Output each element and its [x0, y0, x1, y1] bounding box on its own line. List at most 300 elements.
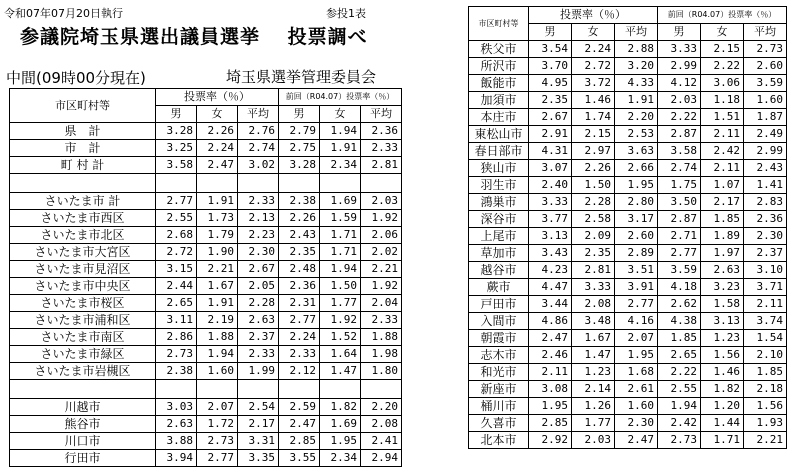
average-turnout: 2.63: [238, 312, 279, 329]
prev-male-turnout: 2.99: [658, 58, 701, 75]
female-turnout: 1.91: [197, 295, 238, 312]
female-turnout: 2.81: [572, 262, 615, 279]
average-turnout: 1.91: [615, 92, 658, 109]
prev-male-turnout: 2.75: [279, 140, 320, 157]
col-previous-header: 前回（R04.07）投票率（％）: [279, 89, 402, 106]
prev-male-turnout: 2.12: [279, 363, 320, 380]
municipality-name: さいたま市桜区: [10, 295, 156, 312]
female-turnout: 2.09: [572, 228, 615, 245]
prev-average-turnout: 3.71: [744, 279, 787, 296]
female-turnout: 2.15: [572, 126, 615, 143]
average-turnout: 3.31: [238, 433, 279, 450]
male-turnout: 2.11: [529, 364, 572, 381]
female-turnout: 1.90: [197, 244, 238, 261]
male-turnout: 2.46: [529, 347, 572, 364]
male-turnout: 2.63: [156, 416, 197, 433]
municipality-name: 飯能市: [469, 75, 529, 92]
prev-male-turnout: 2.33: [279, 346, 320, 363]
municipality-name: 川口市: [10, 433, 156, 450]
table-row: [469, 330, 787, 347]
empty-cell: [361, 380, 402, 399]
prev-average-turnout: 2.21: [361, 261, 402, 278]
prev-average-turnout: 2.30: [744, 228, 787, 245]
table-row: [469, 432, 787, 449]
prev-average-turnout: 2.36: [744, 211, 787, 228]
average-turnout: 3.20: [615, 58, 658, 75]
female-turnout: 1.91: [197, 193, 238, 210]
prev-male-turnout: 1.75: [658, 177, 701, 194]
average-turnout: 2.13: [238, 210, 279, 227]
prev-female-turnout: 2.42: [701, 143, 744, 160]
prev-female-turnout: 1.64: [320, 346, 361, 363]
average-turnout: 2.89: [615, 245, 658, 262]
female-turnout: 1.73: [197, 210, 238, 227]
male-turnout: 3.13: [529, 228, 572, 245]
average-turnout: 3.35: [238, 450, 279, 467]
table-row: [10, 329, 402, 346]
prev-male-turnout: 4.18: [658, 279, 701, 296]
table-row: [469, 92, 787, 109]
empty-cell: [156, 174, 197, 193]
empty-cell: [238, 380, 279, 399]
male-turnout: 3.28: [156, 123, 197, 140]
prev-average-turnout: 2.49: [744, 126, 787, 143]
prev-female-turnout: 1.71: [320, 227, 361, 244]
prev-female-turnout: 1.77: [320, 295, 361, 312]
municipality-name: 蕨市: [469, 279, 529, 296]
municipality-name: 上尾市: [469, 228, 529, 245]
municipality-name: 戸田市: [469, 296, 529, 313]
prev-male-turnout: 2.47: [279, 416, 320, 433]
female-turnout: 1.67: [197, 278, 238, 295]
prev-female-turnout: 2.15: [701, 41, 744, 58]
table-row: [469, 41, 787, 58]
female-turnout: 1.79: [197, 227, 238, 244]
male-turnout: 2.65: [156, 295, 197, 312]
female-turnout: 2.97: [572, 143, 615, 160]
empty-cell: [279, 174, 320, 193]
prev-male-turnout: 2.03: [658, 92, 701, 109]
col-previous-header: 前回（R04.07）投票率（％）: [658, 7, 787, 24]
average-turnout: 2.28: [238, 295, 279, 312]
prev-female-turnout: 2.17: [701, 194, 744, 211]
average-turnout: 2.05: [238, 278, 279, 295]
prev-female-turnout: 1.23: [701, 330, 744, 347]
male-turnout: 2.85: [529, 415, 572, 432]
municipality-name: 和光市: [469, 364, 529, 381]
prev-female-turnout: 1.71: [320, 244, 361, 261]
empty-cell: [10, 174, 156, 193]
table-row: [469, 143, 787, 160]
average-turnout: 2.74: [238, 140, 279, 157]
municipality-name: 秩父市: [469, 41, 529, 58]
prev-female-turnout: 1.51: [701, 109, 744, 126]
prev-male-turnout: 4.12: [658, 75, 701, 92]
prev-male-turnout: 2.22: [658, 109, 701, 126]
average-turnout: 3.02: [238, 157, 279, 174]
prev-average-turnout: 2.83: [744, 194, 787, 211]
prev-female-turnout: 3.13: [701, 313, 744, 330]
male-turnout: 3.77: [529, 211, 572, 228]
prev-male-turnout: 3.50: [658, 194, 701, 211]
table-row: [469, 415, 787, 432]
prev-female-turnout: 1.56: [701, 347, 744, 364]
prev-female-turnout: 2.34: [320, 450, 361, 467]
average-turnout: 2.60: [615, 228, 658, 245]
prev-female-turnout: 1.47: [320, 363, 361, 380]
female-turnout: 2.21: [197, 261, 238, 278]
prev-average-turnout: 2.20: [361, 399, 402, 416]
prev-average-turnout: 2.11: [744, 296, 787, 313]
prev-average-turnout: 2.60: [744, 58, 787, 75]
prev-average-turnout: 3.10: [744, 262, 787, 279]
col-prev-female-header: 女: [320, 106, 361, 123]
empty-cell: [10, 380, 156, 399]
table-row: [469, 177, 787, 194]
municipality-name: さいたま市中央区: [10, 278, 156, 295]
municipality-name: 北本市: [469, 432, 529, 449]
prev-male-turnout: 2.85: [279, 433, 320, 450]
municipality-name: 春日部市: [469, 143, 529, 160]
col-municipality-header: 市区町村等: [469, 7, 529, 41]
prev-female-turnout: 1.94: [320, 261, 361, 278]
prev-male-turnout: 2.38: [279, 193, 320, 210]
col-turnout-header: 投票率（％）: [156, 89, 279, 106]
municipality-name: 東松山市: [469, 126, 529, 143]
prev-female-turnout: 1.85: [701, 211, 744, 228]
col-prev-male-header: 男: [279, 106, 320, 123]
prev-male-turnout: 1.85: [658, 330, 701, 347]
municipality-name: 本庄市: [469, 109, 529, 126]
male-turnout: 2.72: [156, 244, 197, 261]
male-turnout: 3.44: [529, 296, 572, 313]
average-turnout: 2.66: [615, 160, 658, 177]
female-turnout: 2.19: [197, 312, 238, 329]
empty-cell: [197, 174, 238, 193]
average-turnout: 1.99: [238, 363, 279, 380]
prev-female-turnout: 1.97: [701, 245, 744, 262]
municipality-name: 志木市: [469, 347, 529, 364]
prev-male-turnout: 2.62: [658, 296, 701, 313]
prev-average-turnout: 3.74: [744, 313, 787, 330]
female-turnout: 1.72: [197, 416, 238, 433]
male-turnout: 2.73: [156, 346, 197, 363]
table-row: [10, 312, 402, 329]
average-turnout: 2.80: [615, 194, 658, 211]
prev-average-turnout: 2.18: [744, 381, 787, 398]
municipality-name: 市 計: [10, 140, 156, 157]
table-row: [469, 245, 787, 262]
prev-male-turnout: 3.33: [658, 41, 701, 58]
prev-male-turnout: 2.35: [279, 244, 320, 261]
male-turnout: 2.40: [529, 177, 572, 194]
col-prev-average-header: 平均: [744, 24, 787, 41]
prev-female-turnout: 2.11: [701, 126, 744, 143]
female-turnout: 2.28: [572, 194, 615, 211]
table-row: [469, 296, 787, 313]
prev-male-turnout: 2.24: [279, 329, 320, 346]
prev-male-turnout: 2.42: [658, 415, 701, 432]
table-code: 参投1表: [326, 7, 366, 20]
col-male-header: 男: [156, 106, 197, 123]
prev-male-turnout: 2.22: [658, 364, 701, 381]
prev-male-turnout: 2.87: [658, 211, 701, 228]
average-turnout: 2.54: [238, 399, 279, 416]
table-row: [10, 123, 402, 140]
prev-female-turnout: 1.69: [320, 416, 361, 433]
municipality-name: 熊谷市: [10, 416, 156, 433]
prev-average-turnout: 2.81: [361, 157, 402, 174]
table-row: [469, 75, 787, 92]
prev-average-turnout: 2.06: [361, 227, 402, 244]
prev-average-turnout: 1.98: [361, 346, 402, 363]
table-row: [469, 279, 787, 296]
prev-average-turnout: 2.36: [361, 123, 402, 140]
female-turnout: 2.24: [572, 41, 615, 58]
prev-female-turnout: 1.82: [701, 381, 744, 398]
empty-cell: [197, 380, 238, 399]
male-turnout: 2.44: [156, 278, 197, 295]
prev-male-turnout: 2.43: [279, 227, 320, 244]
male-turnout: 3.25: [156, 140, 197, 157]
municipality-name: 久喜市: [469, 415, 529, 432]
prev-male-turnout: 2.87: [658, 126, 701, 143]
female-turnout: 3.72: [572, 75, 615, 92]
female-turnout: 1.47: [572, 347, 615, 364]
average-turnout: 1.68: [615, 364, 658, 381]
prev-average-turnout: 1.41: [744, 177, 787, 194]
average-turnout: 3.91: [615, 279, 658, 296]
prev-average-turnout: 2.94: [361, 450, 402, 467]
male-turnout: 3.08: [529, 381, 572, 398]
municipality-name: 越谷市: [469, 262, 529, 279]
average-turnout: 3.63: [615, 143, 658, 160]
municipality-name: 羽生市: [469, 177, 529, 194]
table-row: [469, 194, 787, 211]
prev-male-turnout: 2.77: [279, 312, 320, 329]
male-turnout: 3.94: [156, 450, 197, 467]
prev-male-turnout: 2.48: [279, 261, 320, 278]
municipality-name: 町 村 計: [10, 157, 156, 174]
table-row: [469, 58, 787, 75]
female-turnout: 1.74: [572, 109, 615, 126]
female-turnout: 2.35: [572, 245, 615, 262]
table-row: [10, 433, 402, 450]
prev-female-turnout: 1.18: [701, 92, 744, 109]
municipality-name: さいたま市見沼区: [10, 261, 156, 278]
male-turnout: 3.54: [529, 41, 572, 58]
table-row: [469, 109, 787, 126]
municipality-name: 草加市: [469, 245, 529, 262]
municipality-name: 桶川市: [469, 398, 529, 415]
table-row: [469, 313, 787, 330]
average-turnout: 2.76: [238, 123, 279, 140]
municipality-name: 朝霞市: [469, 330, 529, 347]
table-row: [469, 364, 787, 381]
table-row: [469, 347, 787, 364]
female-turnout: 2.14: [572, 381, 615, 398]
average-turnout: 2.33: [238, 346, 279, 363]
prev-female-turnout: 2.11: [701, 160, 744, 177]
prev-male-turnout: 3.55: [279, 450, 320, 467]
col-prev-average-header: 平均: [361, 106, 402, 123]
prev-average-turnout: 1.92: [361, 278, 402, 295]
male-turnout: 3.43: [529, 245, 572, 262]
municipality-name: 狭山市: [469, 160, 529, 177]
prev-male-turnout: 1.94: [658, 398, 701, 415]
report-time: 中間(09時00分現在): [6, 69, 146, 87]
municipality-name: さいたま市 計: [10, 193, 156, 210]
prev-male-turnout: 2.55: [658, 381, 701, 398]
prev-female-turnout: 1.95: [320, 433, 361, 450]
municipality-name: 鴻巣市: [469, 194, 529, 211]
female-turnout: 1.23: [572, 364, 615, 381]
female-turnout: 1.94: [197, 346, 238, 363]
average-turnout: 2.33: [238, 193, 279, 210]
female-turnout: 2.26: [572, 160, 615, 177]
male-turnout: 2.91: [529, 126, 572, 143]
table-row: [469, 262, 787, 279]
male-turnout: 3.15: [156, 261, 197, 278]
prev-male-turnout: 3.58: [658, 143, 701, 160]
table-row: [10, 295, 402, 312]
empty-cell: [320, 174, 361, 193]
average-turnout: 2.17: [238, 416, 279, 433]
prev-male-turnout: 2.73: [658, 432, 701, 449]
female-turnout: 1.88: [197, 329, 238, 346]
male-turnout: 4.95: [529, 75, 572, 92]
table-row: [469, 398, 787, 415]
female-turnout: 2.58: [572, 211, 615, 228]
prev-female-turnout: 2.34: [320, 157, 361, 174]
prev-female-turnout: 1.58: [701, 296, 744, 313]
prev-average-turnout: 2.04: [361, 295, 402, 312]
average-turnout: 2.30: [615, 415, 658, 432]
table-row: [10, 244, 402, 261]
right-turnout-table: [468, 6, 787, 449]
male-turnout: 3.11: [156, 312, 197, 329]
empty-cell: [361, 174, 402, 193]
average-turnout: 2.61: [615, 381, 658, 398]
prev-female-turnout: 1.91: [320, 140, 361, 157]
table-row: [469, 126, 787, 143]
empty-cell: [238, 174, 279, 193]
average-turnout: 3.17: [615, 211, 658, 228]
male-turnout: 1.95: [529, 398, 572, 415]
female-turnout: 1.60: [197, 363, 238, 380]
prev-average-turnout: 2.08: [361, 416, 402, 433]
female-turnout: 2.26: [197, 123, 238, 140]
prev-male-turnout: 2.65: [658, 347, 701, 364]
municipality-name: 川越市: [10, 399, 156, 416]
average-turnout: 2.77: [615, 296, 658, 313]
prev-female-turnout: 3.23: [701, 279, 744, 296]
prev-average-turnout: 1.80: [361, 363, 402, 380]
col-prev-female-header: 女: [701, 24, 744, 41]
prev-average-turnout: 2.21: [744, 432, 787, 449]
prev-average-turnout: 1.87: [744, 109, 787, 126]
empty-cell: [320, 380, 361, 399]
prev-average-turnout: 2.73: [744, 41, 787, 58]
municipality-name: 新座市: [469, 381, 529, 398]
table-row: [10, 450, 402, 467]
prev-average-turnout: 2.02: [361, 244, 402, 261]
table-row: [10, 363, 402, 380]
male-turnout: 2.77: [156, 193, 197, 210]
table-row: [10, 346, 402, 363]
empty-cell: [156, 380, 197, 399]
municipality-name: さいたま市北区: [10, 227, 156, 244]
average-turnout: 1.95: [615, 177, 658, 194]
prev-male-turnout: 2.74: [658, 160, 701, 177]
municipality-name: 深谷市: [469, 211, 529, 228]
male-turnout: 2.68: [156, 227, 197, 244]
prev-female-turnout: 2.63: [701, 262, 744, 279]
male-turnout: 4.31: [529, 143, 572, 160]
female-turnout: 2.73: [197, 433, 238, 450]
male-turnout: 4.23: [529, 262, 572, 279]
female-turnout: 1.67: [572, 330, 615, 347]
female-turnout: 2.03: [572, 432, 615, 449]
prev-female-turnout: 1.92: [320, 312, 361, 329]
prev-female-turnout: 1.69: [320, 193, 361, 210]
table-row: [469, 228, 787, 245]
spacer-row: [10, 174, 402, 193]
municipality-name: さいたま市岩槻区: [10, 363, 156, 380]
prev-average-turnout: 2.03: [361, 193, 402, 210]
prev-female-turnout: 1.89: [701, 228, 744, 245]
municipality-name: さいたま市南区: [10, 329, 156, 346]
municipality-name: 行田市: [10, 450, 156, 467]
female-turnout: 1.26: [572, 398, 615, 415]
male-turnout: 3.88: [156, 433, 197, 450]
municipality-name: 加須市: [469, 92, 529, 109]
table-row: [10, 227, 402, 244]
prev-average-turnout: 2.99: [744, 143, 787, 160]
male-turnout: 2.92: [529, 432, 572, 449]
prev-female-turnout: 1.44: [701, 415, 744, 432]
average-turnout: 1.95: [615, 347, 658, 364]
prev-female-turnout: 1.59: [320, 210, 361, 227]
prev-female-turnout: 1.50: [320, 278, 361, 295]
male-turnout: 4.47: [529, 279, 572, 296]
average-turnout: 2.20: [615, 109, 658, 126]
col-average-header: 平均: [615, 24, 658, 41]
municipality-name: 入間市: [469, 313, 529, 330]
prev-female-turnout: 1.71: [701, 432, 744, 449]
table-row: [10, 399, 402, 416]
prev-average-turnout: 3.59: [744, 75, 787, 92]
table-row: [10, 416, 402, 433]
prev-average-turnout: 1.54: [744, 330, 787, 347]
prev-female-turnout: 2.22: [701, 58, 744, 75]
male-turnout: 4.86: [529, 313, 572, 330]
prev-female-turnout: 3.06: [701, 75, 744, 92]
female-turnout: 3.48: [572, 313, 615, 330]
female-turnout: 2.77: [197, 450, 238, 467]
prev-male-turnout: 2.31: [279, 295, 320, 312]
prev-average-turnout: 1.88: [361, 329, 402, 346]
average-turnout: 2.37: [238, 329, 279, 346]
col-female-header: 女: [572, 24, 615, 41]
prev-male-turnout: 2.77: [658, 245, 701, 262]
prev-female-turnout: 1.46: [701, 364, 744, 381]
election-date: 令和07年07月20日執行: [4, 7, 123, 20]
prev-average-turnout: 1.56: [744, 398, 787, 415]
male-turnout: 3.58: [156, 157, 197, 174]
male-turnout: 2.35: [529, 92, 572, 109]
col-prev-male-header: 男: [658, 24, 701, 41]
